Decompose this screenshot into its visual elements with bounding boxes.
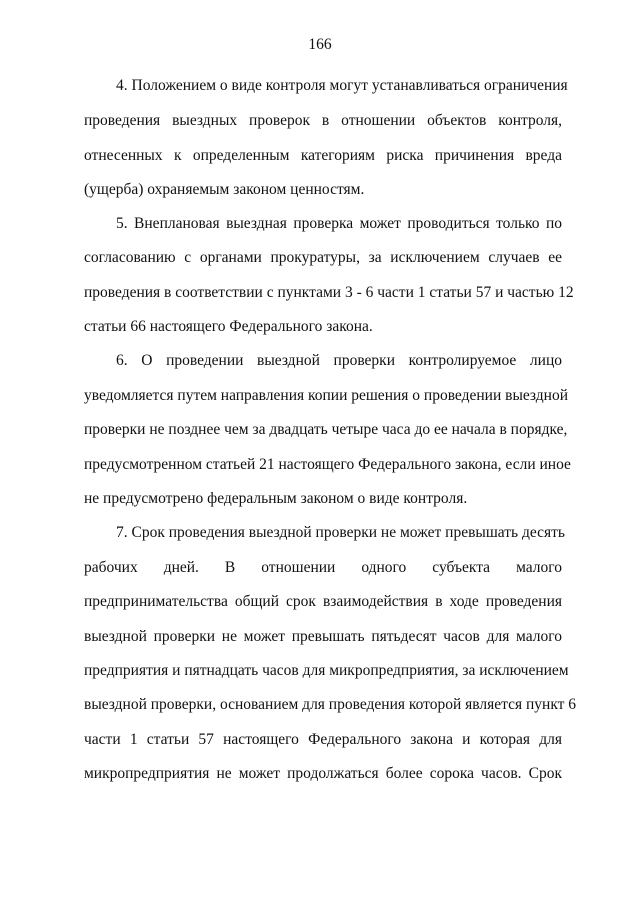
paragraph-6-line-1: 6. О проведении выездной проверки контролируемое лицо: [116, 352, 562, 369]
paragraph-7-line-8: микропредприятия не может продолжаться более сорока часов. Срок: [84, 765, 562, 782]
paragraph-5-line-4: статьи 66 настоящего Федерального закона.: [84, 318, 373, 335]
page-number: 166: [308, 36, 332, 53]
paragraph-6-line-3: проверки не позднее чем за двадцать четыре часа до ее начала в порядке,: [84, 421, 568, 438]
paragraph-7-line-7: части 1 статьи 57 настоящего Федерального закона и которая для: [84, 731, 562, 748]
paragraph-5-line-1: 5. Внеплановая выездная проверка может проводиться только по: [116, 215, 562, 232]
paragraph-7-line-2: рабочих дней. В отношении одного субъекта малого: [84, 559, 562, 576]
paragraph-7-line-1: 7. Срок проведения выездной проверки не может превышать десять: [116, 524, 565, 541]
paragraph-6-line-4: предусмотренном статьей 21 настоящего Федерального закона, если иное: [84, 456, 571, 473]
paragraph-6-line-5: не предусмотрено федеральным законом о виде контроля.: [84, 490, 468, 507]
paragraph-7-line-6: выездной проверки, основанием для проведения которой является пункт 6: [84, 696, 577, 713]
paragraph-7-line-4: выездной проверки не может превышать пятьдесят часов для малого: [84, 628, 562, 645]
paragraph-6-line-2: уведомляется путем направления копии решения о проведении выездной: [84, 387, 569, 404]
paragraph-5-line-2: согласованию с органами прокуратуры, за исключением случаев ее: [84, 249, 562, 266]
paragraph-4-line-1: 4. Положением о виде контроля могут устанавливаться ограничения: [116, 77, 568, 94]
paragraph-4-line-4: (ущерба) охраняемым законом ценностям.: [84, 181, 365, 198]
paragraph-7-line-3: предпринимательства общий срок взаимодействия в ходе проведения: [84, 593, 562, 610]
paragraph-7-line-5: предприятия и пятнадцать часов для микропредприятия, за исключением: [84, 662, 569, 679]
paragraph-4-line-2: проведения выездных проверок в отношении объектов контроля,: [84, 112, 562, 129]
paragraph-5-line-3: проведения в соответствии с пунктами 3 - 6 части 1 статьи 57 и частью 12: [84, 284, 574, 301]
paragraph-4-line-3: отнесенных к определенным категориям риска причинения вреда: [84, 147, 562, 164]
